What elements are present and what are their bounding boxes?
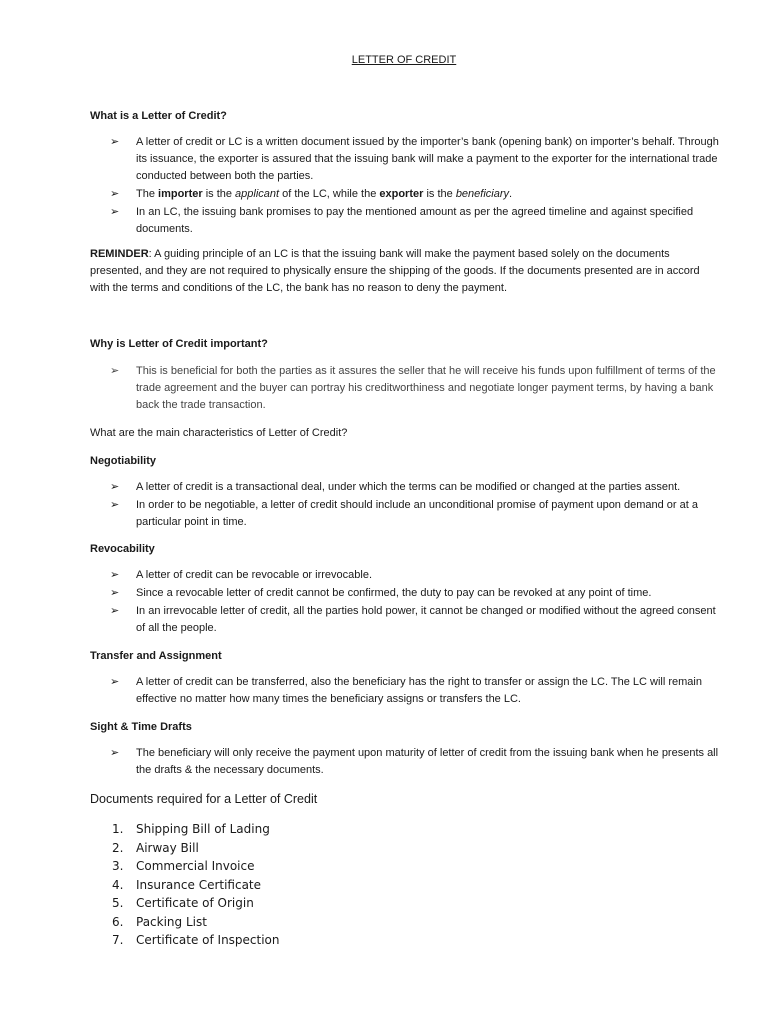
- list-item: ➢ This is beneficial for both the parties as it assures the seller that he will receive his funds upon fulfillment of terms of the trade agreement and the buyer can portray his creditworthiness and negotiate longer payment terms, by having a bank back the trade transaction.: [110, 365, 716, 411]
- list-item: 4. Insurance Certificate: [112, 877, 262, 892]
- arrow-bullet-icon: ➢: [110, 365, 120, 377]
- sight-time-drafts-list: [110, 745, 720, 780]
- arrow-bullet-icon: ➢: [110, 188, 120, 200]
- reminder-label: REMINDER: [90, 248, 149, 260]
- heading-sight-time-drafts: Sight & Time Drafts: [90, 721, 192, 733]
- why-important-list: [110, 363, 720, 415]
- arrow-bullet-icon: ➢: [110, 136, 120, 148]
- list-item: 5. Certificate of Origin: [112, 896, 254, 910]
- list-item: ➢ The importer is the applicant of the LC, while the exporter is the beneficiary.: [110, 186, 720, 203]
- document-title: LETTER OF CREDIT: [351, 54, 457, 66]
- arrow-bullet-icon: ➢: [110, 747, 120, 759]
- documents-list: [112, 820, 280, 950]
- heading-transfer-assignment: Transfer and Assignment: [90, 650, 222, 662]
- heading-revocability: Revocability: [90, 543, 155, 555]
- list-item: ➢ In an LC, the issuing bank promises to pay the mentioned amount as per the agreed timeline and against specified documents.: [110, 206, 694, 235]
- list-item: ➢ The beneficiary will only receive the payment upon maturity of letter of credit from the issuing bank when he presents all the drafts & the necessary documents.: [110, 747, 719, 776]
- revocability-list: [110, 567, 720, 638]
- arrow-bullet-icon: ➢: [110, 206, 120, 218]
- arrow-bullet-icon: ➢: [110, 569, 120, 581]
- list-item: ➢ A letter of credit is a transactional deal, under which the terms can be modified or changed at the parties assent.: [110, 479, 720, 496]
- negotiability-list: [110, 479, 720, 532]
- what-is-lc-list: [110, 134, 720, 239]
- list-item: 7. Certificate of Inspection: [112, 933, 280, 947]
- heading-what-is-lc: What is a Letter of Credit?: [90, 110, 227, 122]
- heading-characteristics: What are the main characteristics of Letter of Credit?: [90, 427, 348, 439]
- list-item: 2. Airway Bill: [112, 840, 199, 855]
- heading-negotiability: Negotiability: [90, 455, 157, 467]
- list-item: ➢ A letter of credit can be revocable or irrevocable.: [110, 567, 720, 584]
- transfer-assignment-list: [110, 674, 720, 709]
- list-item: ➢ A letter of credit can be transferred, also the beneficiary has the right to transfer or assign the LC. The LC will remain effective no matter how many times the beneficiary assigns or transfers the LC.: [110, 676, 702, 705]
- list-item: ➢ Since a revocable letter of credit cannot be confirmed, the duty to pay can be revoked at any point of time.: [110, 585, 720, 602]
- heading-why-important: Why is Letter of Credit important?: [90, 338, 268, 350]
- list-item: 6. Packing List: [112, 914, 207, 929]
- arrow-bullet-icon: ➢: [110, 499, 120, 511]
- arrow-bullet-icon: ➢: [110, 481, 120, 493]
- list-item: 3. Commercial Invoice: [112, 859, 255, 873]
- reminder-paragraph: REMINDER: A guiding principle of an LC is that the issuing bank will make the payment based solely on the documents presented, and they are not required to physically ensure the shipping of the goods. If the documents presented are in accord with the terms and conditions of the LC, the bank has no reason to deny the payment.: [90, 248, 700, 294]
- list-item: ➢ A letter of credit or LC is a written document issued by the importer’s bank (opening bank) on importer’s behalf. Through its issuance, the exporter is assured that the issuing bank will make a payment to the exporter for the international trade conducted between both the parties.: [110, 136, 719, 182]
- list-item: 1. Shipping Bill of Lading: [112, 822, 270, 836]
- arrow-bullet-icon: ➢: [110, 676, 120, 688]
- list-item: ➢ In an irrevocable letter of credit, all the parties hold power, it cannot be changed or modified without the agreed consent of all the people.: [110, 605, 716, 634]
- arrow-bullet-icon: ➢: [110, 605, 120, 617]
- arrow-bullet-icon: ➢: [110, 587, 120, 599]
- heading-documents-required: Documents required for a Letter of Credit: [90, 792, 318, 806]
- list-item: ➢ In order to be negotiable, a letter of credit should include an unconditional promise of payment upon demand or at a particular point in time.: [110, 499, 698, 528]
